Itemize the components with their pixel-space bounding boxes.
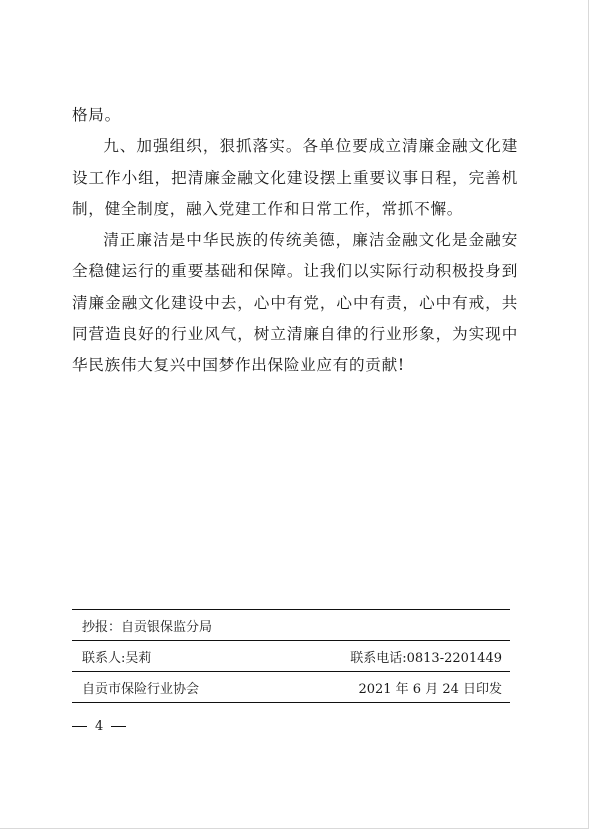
page-number-value: 4 — [95, 719, 104, 734]
page-number-dash-right — [111, 726, 126, 727]
paragraph-closing: 清正廉洁是中华民族的传统美德，廉洁金融文化是金融安全稳健运行的重要基础和保障。让我们以实际行动积极投身到清廉金融文化建设中去，心中有党，心中有责，心中有戒，共同营造良好的行业风气，树立清廉自律的行业形象，为实现中华民族伟大复兴中国梦作出保险业应有的贡献! — [72, 231, 518, 375]
issuer-name: 自贡市保险行业协会 — [82, 681, 200, 697]
page-number — [72, 719, 126, 734]
footer-cc-row — [72, 610, 510, 640]
page-number-dash-left — [72, 726, 87, 727]
footer-contact-row — [72, 641, 510, 671]
contact-person: 联系人:吴莉 — [82, 650, 152, 666]
footer-issuer-row — [72, 672, 510, 702]
paragraph-organization: 九、加强组织，狠抓落实。各单位要成立清廉金融文化建设工作小组，把清廉金融文化建设摆上重要议事日程，完善机制，健全制度，融入党建工作和日常工作，常抓不懈。 — [72, 137, 518, 218]
paragraph-continuation: 格局。 — [72, 106, 121, 124]
cc-recipient: 抄报：自贡银保监分局 — [82, 619, 213, 635]
document-footer — [72, 609, 510, 703]
document-body — [72, 100, 518, 382]
footer-bottom-rule — [72, 702, 510, 703]
contact-phone: 联系电话:0813-2201449 — [350, 650, 502, 666]
issue-date: 2021 年 6 月 24 日印发 — [358, 681, 502, 697]
